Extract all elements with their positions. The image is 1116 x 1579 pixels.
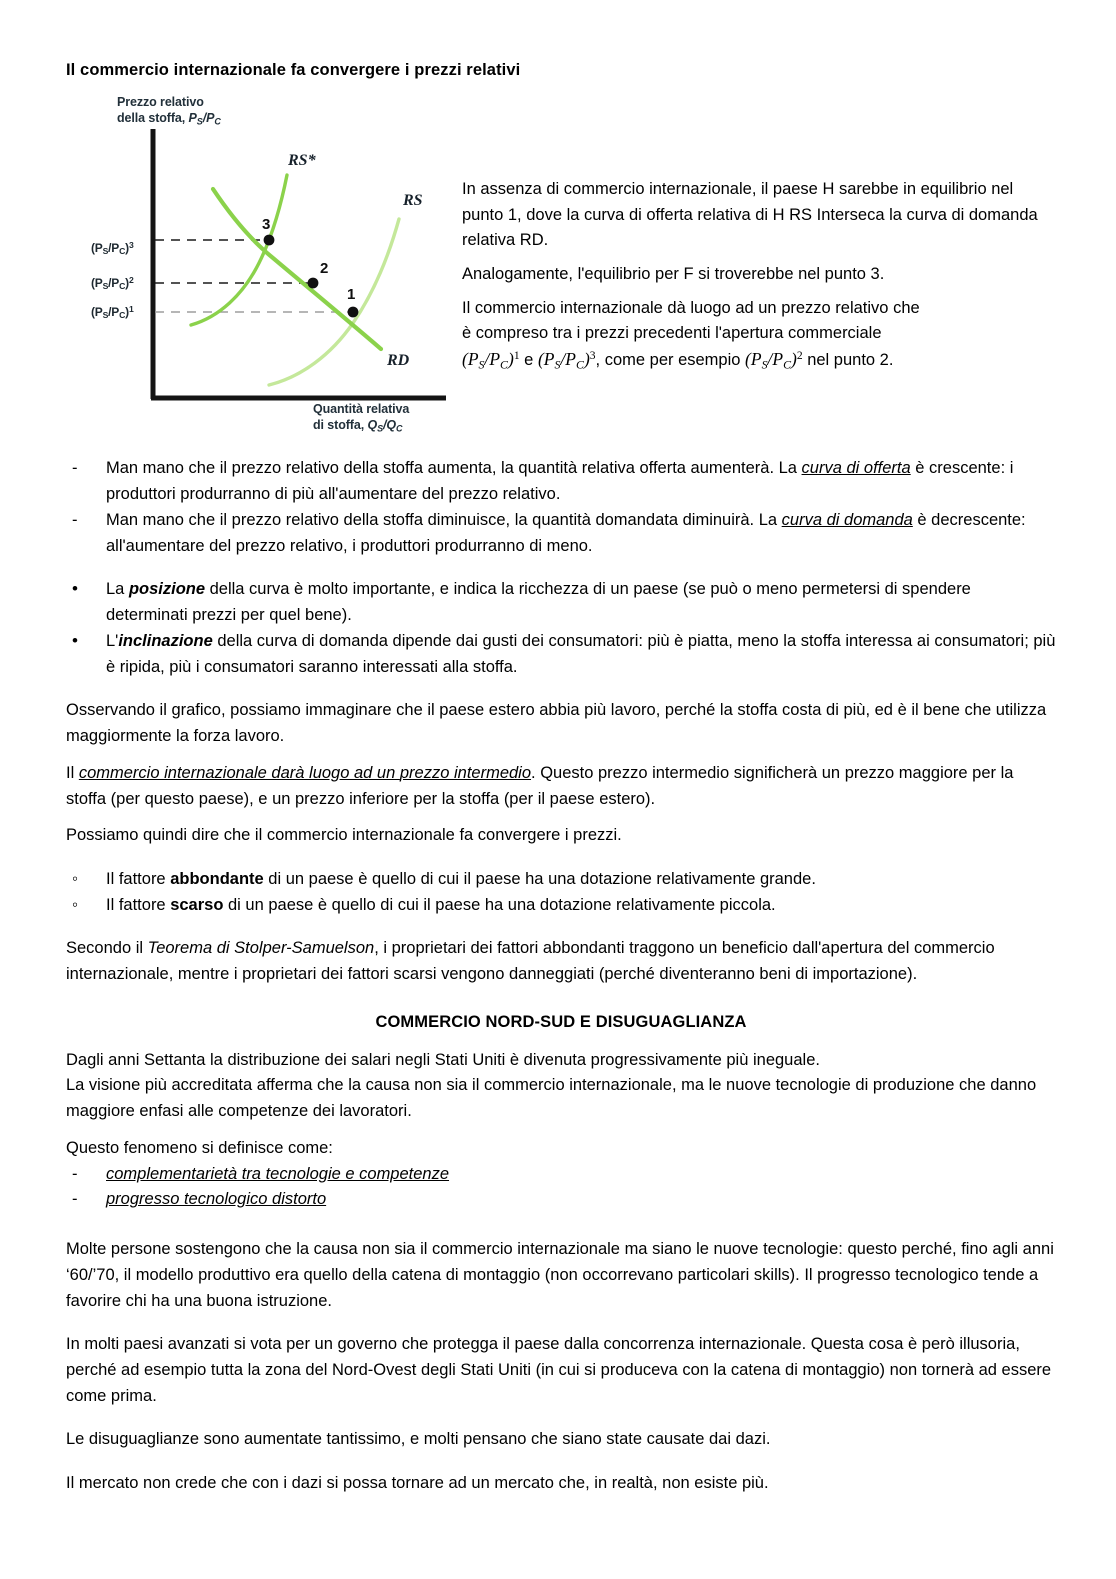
page-watermark: [19, 301, 64, 353]
list-item: [66, 508, 1056, 559]
bullet1-pre: La: [106, 580, 129, 599]
commercio-emph-2: prezzo intermedio: [399, 763, 532, 782]
math2-sup: 3: [589, 350, 596, 363]
document-content: [66, 60, 1056, 1508]
y-tick-1-close: ): [125, 305, 129, 320]
y-axis-label-P: P: [188, 111, 197, 126]
x-axis-label-slash: /: [383, 418, 387, 433]
dash2-emph: curva di domanda: [781, 510, 913, 529]
curve-label-rd: RD: [387, 352, 410, 370]
y-tick-3-mid: /P: [108, 241, 120, 256]
y-tick-3-close: ): [125, 241, 129, 256]
y-tick-1-base: (P: [91, 305, 103, 320]
list-item: [66, 893, 1056, 919]
figure-caption-text: [462, 177, 1056, 373]
figure-caption-paragraph-3: [462, 296, 1056, 374]
dash1-emph: curva di offerta: [801, 459, 911, 478]
y-tick-3-base: (P: [91, 241, 103, 256]
x-axis-label-line2-prefix: di stoffa,: [313, 418, 368, 433]
y-axis-label-line1: Prezzo relativo: [117, 95, 204, 110]
spacer: [66, 1224, 1056, 1237]
x-axis-label-Q2: Q: [386, 418, 396, 433]
curve-rs: [269, 219, 399, 385]
math1-open: (P: [462, 348, 479, 369]
bullet2-pre: L': [106, 631, 119, 650]
y-tick-2-sup: 2: [128, 275, 134, 286]
y-axis-label-P2: P: [206, 111, 215, 126]
math-expr-ps-pc-1: [462, 348, 520, 372]
y-tick-2-sub2: C: [119, 281, 126, 292]
chart-x-axis-label: [313, 402, 409, 434]
y-axis-label-line2-prefix: della stoffa,: [117, 111, 189, 126]
y-tick-1-sub1: S: [102, 310, 109, 321]
math1-sub1: S: [478, 357, 485, 372]
equilibrium-point-2: [308, 278, 319, 289]
point-number-2: 2: [320, 260, 329, 278]
curve-label-rs: RS: [403, 192, 423, 210]
point-number-3: 3: [262, 216, 271, 234]
paragraph-in-molti-paesi: In molti paesi avanzati si vota per un governo che protegga il paese dalla concorrenza internazionale. Questa cosa è però illusoria, perché ad esempio tutta la zona del Nord-Ovest degli Stati Uniti (in cui si produceva con la catena di montaggio) non tornerà ad essere come prima.: [66, 1335, 1052, 1405]
dash1-pre: Man mano che il prezzo relativo della stoffa aumenta, la quantità relativa offerta aumenterà. La: [106, 459, 802, 478]
y-tick-1-sub2: C: [119, 310, 126, 321]
math1-close: ): [507, 348, 514, 369]
bullet1-emph: posizione: [128, 580, 206, 599]
section-heading: COMMERCIO NORD-SUD E DISUGUAGLIANZA: [375, 1012, 747, 1031]
y-tick-3-sup: 3: [128, 240, 134, 251]
list-item: [66, 577, 1056, 628]
paragraph-questo-fenomeno: Questo fenomeno si definisce come:: [66, 1138, 333, 1157]
y-tick-2-sub1: S: [102, 281, 109, 292]
equilibrium-point-1: [348, 307, 359, 318]
math2-open: (P: [537, 348, 555, 369]
x-axis-label-line1: Quantità relativa: [313, 402, 410, 417]
math1-sub2: C: [500, 357, 508, 372]
caption-p3-end: nel punto 2.: [802, 350, 894, 369]
y-tick-2-base: (P: [91, 276, 103, 291]
list-item: [66, 456, 1056, 507]
stolper-pre: Secondo il: [66, 939, 148, 958]
paragraph-osservando: Osservando il grafico, possiamo immaginare che il paese estero abbia più lavoro, perché la stoffa costa di più, ed è il bene che utilizza maggiormente la forza lavoro.: [66, 701, 1047, 746]
dash1-post: è crescente: i produttori produrranno di più all'aumentare del prezzo relativo.: [106, 459, 1014, 504]
dash2-pre: Man mano che il prezzo relativo della stoffa diminuisce, la quantità domandata diminuirà. La: [106, 510, 782, 529]
paragraph-la-visione: La visione più accreditata afferma che la causa non sia il commercio internazionale, ma le nuove tecnologie di produzione che danno maggiore enfasi alle competenze dei lavoratori.: [66, 1076, 1037, 1121]
x-axis-label-Q: Q: [367, 418, 378, 433]
commercio-pre: Il: [66, 763, 79, 782]
paragraph-molte-persone: Molte persone sostengono che la causa non sia il commercio internazionale ma siano le nuove tecnologie: questo perché, fino agli anni ‘60/’70, il modello produttivo era quello della catena di montaggio (non occorrevano particolari skills). Il progresso tecnologico tende a favorire chi ha una buona istruzione.: [66, 1240, 1054, 1310]
spacer: [66, 1325, 1056, 1332]
spacer: [66, 691, 1056, 698]
bullet-list-curve-properties: [66, 577, 1056, 680]
math1-mid: /P: [484, 348, 501, 369]
curve-rs-star: [191, 175, 287, 325]
figure-block: [66, 95, 1056, 450]
math2-sub2: C: [576, 357, 584, 372]
math3-mid: /P: [767, 348, 784, 369]
circle1-post: di un paese è quello di cui il paese ha una dotazione relativamente grande.: [263, 869, 816, 888]
paragraph-stolper-samuelson: [66, 936, 1056, 987]
figure-caption-paragraph-1: In assenza di commercio internazionale, il paese H sarebbe in equilibrio nel punto 1, dove la curva di offerta relativa di H RS Interseca la curva di domanda relativa RD.: [462, 180, 1038, 249]
y-tick-3-sub1: S: [102, 246, 109, 257]
spacer: [66, 1420, 1056, 1427]
math3-sub1: S: [761, 357, 768, 372]
dash2-post: è decrescente: all'aumentare del prezzo relativo, i produttori produrranno di meno.: [106, 510, 1026, 555]
caption-p3-line2: è compreso tra i prezzi precedenti l'apertura commerciale: [462, 323, 882, 342]
list-item: [66, 867, 1056, 893]
y-axis-label-C: C: [214, 116, 221, 127]
math3-sub2: C: [783, 357, 792, 372]
caption-conjunction-e: e: [519, 350, 538, 369]
x-axis-label-S: S: [377, 423, 383, 434]
math3-close: ): [791, 348, 797, 369]
stolper-emph: Teorema di Stolper-Samuelson: [147, 939, 375, 958]
stolper-post: , i proprietari dei fattori abbondanti traggono un beneficio dall'apertura del commercio internazionale, mentre i proprietari dei fattori scarsi vengono danneggiati (perché diventeranno beni di importazione).: [66, 939, 995, 984]
y-tick-2-close: ): [125, 276, 129, 291]
chart-y-axis-label: [117, 95, 221, 127]
chart-plot-area: [91, 127, 456, 427]
caption-p3-line1: Il commercio internazionale dà luogo ad un prezzo relativo che: [462, 298, 920, 317]
curve-label-rs-star: RS*: [288, 152, 316, 170]
math-expr-ps-pc-2: [745, 348, 803, 372]
paragraph-commercio-intermedio: [66, 761, 1056, 812]
math2-close: ): [583, 348, 590, 369]
equilibrium-point-3: [264, 235, 275, 246]
bullet2-post: della curva di domanda dipende dai gusti dei consumatori: più è piatta, meno la stoffa interessa ai consumatori; più è ripida, più i consumatori saranno interessati alla stoffa.: [106, 631, 1056, 676]
math2-mid: /P: [560, 348, 576, 369]
y-tick-1-mid: /P: [108, 305, 120, 320]
math2-sub1: S: [554, 357, 561, 372]
circle2-emph: scarso: [170, 895, 224, 914]
dash-list-supply-demand: [66, 456, 1056, 559]
document-body: [66, 456, 1056, 1497]
point-number-1: 1: [347, 286, 356, 304]
paragraph-dagli-anni: Dagli anni Settanta la distribuzione dei salari negli Stati Uniti è divenuta progressivamente più ineguale.: [66, 1050, 820, 1069]
bullet2-emph: inclinazione: [118, 631, 213, 650]
spacer: [66, 570, 1056, 577]
spacer: [66, 860, 1056, 867]
commercio-emph-1: commercio internazionale darà luogo ad un: [78, 763, 400, 782]
commercio-post: . Questo prezzo intermedio significherà un prezzo maggiore per la stoffa (per questo paese), e un prezzo inferiore per la stoffa (per il paese estero).: [66, 763, 1014, 808]
y-axis-label-slash: /: [202, 111, 207, 126]
spacer: [66, 929, 1056, 936]
circle1-emph: abbondante: [170, 869, 264, 888]
circle-list-factors: [66, 867, 1056, 918]
figure-caption-paragraph-2: Analogamente, l'equilibrio per F si troverebbe nel punto 3.: [462, 264, 885, 283]
paragraph-le-disuguaglianze: Le disuguaglianze sono aumentate tantissimo, e molti pensano che siano state causate dai dazi.: [66, 1430, 771, 1449]
circle2-post: di un paese è quello di cui il paese ha una dotazione relativamente piccola.: [223, 895, 776, 914]
fenomeno-item-2: progresso tecnologico distorto: [106, 1190, 327, 1209]
y-tick-2-mid: /P: [108, 276, 120, 291]
paragraph-possiamo: Possiamo quindi dire che il commercio internazionale fa convergere i prezzi.: [66, 826, 622, 845]
y-tick-3-sub2: C: [119, 246, 126, 257]
fenomeno-item-1: complementarietà tra tecnologie e competenze: [106, 1164, 450, 1183]
page-title: Il commercio internazionale fa convergere i prezzi relativi: [66, 61, 521, 79]
x-axis-label-C: C: [396, 423, 403, 434]
math3-sup: 2: [796, 350, 803, 363]
dash-list-fenomeno: [66, 1162, 1056, 1213]
bullet1-post: della curva è molto importante, e indica la ricchezza di un paese (se può o meno permetersi di spendere determinati prezzi per quel bene).: [106, 580, 971, 625]
circle1-pre: Il fattore: [106, 869, 171, 888]
list-item: [66, 1187, 1056, 1213]
y-tick-1-sup: 1: [128, 304, 134, 315]
paragraph-il-mercato: Il mercato non crede che con i dazi si possa tornare ad un mercato che, in realtà, non esiste più.: [66, 1474, 769, 1493]
y-axis-label-S: S: [196, 116, 203, 127]
list-item: [66, 1162, 1056, 1188]
math1-sup: 1: [513, 350, 520, 363]
curve-rd-visible: [213, 189, 381, 349]
caption-p3-tail: , come per esempio: [595, 350, 746, 369]
spacer: [66, 1464, 1056, 1471]
relative-price-chart: [91, 95, 456, 440]
math3-open: (P: [745, 348, 762, 369]
math-expr-ps-pc-3: [537, 348, 596, 372]
circle2-pre: Il fattore: [106, 895, 171, 914]
list-item: [66, 629, 1056, 680]
